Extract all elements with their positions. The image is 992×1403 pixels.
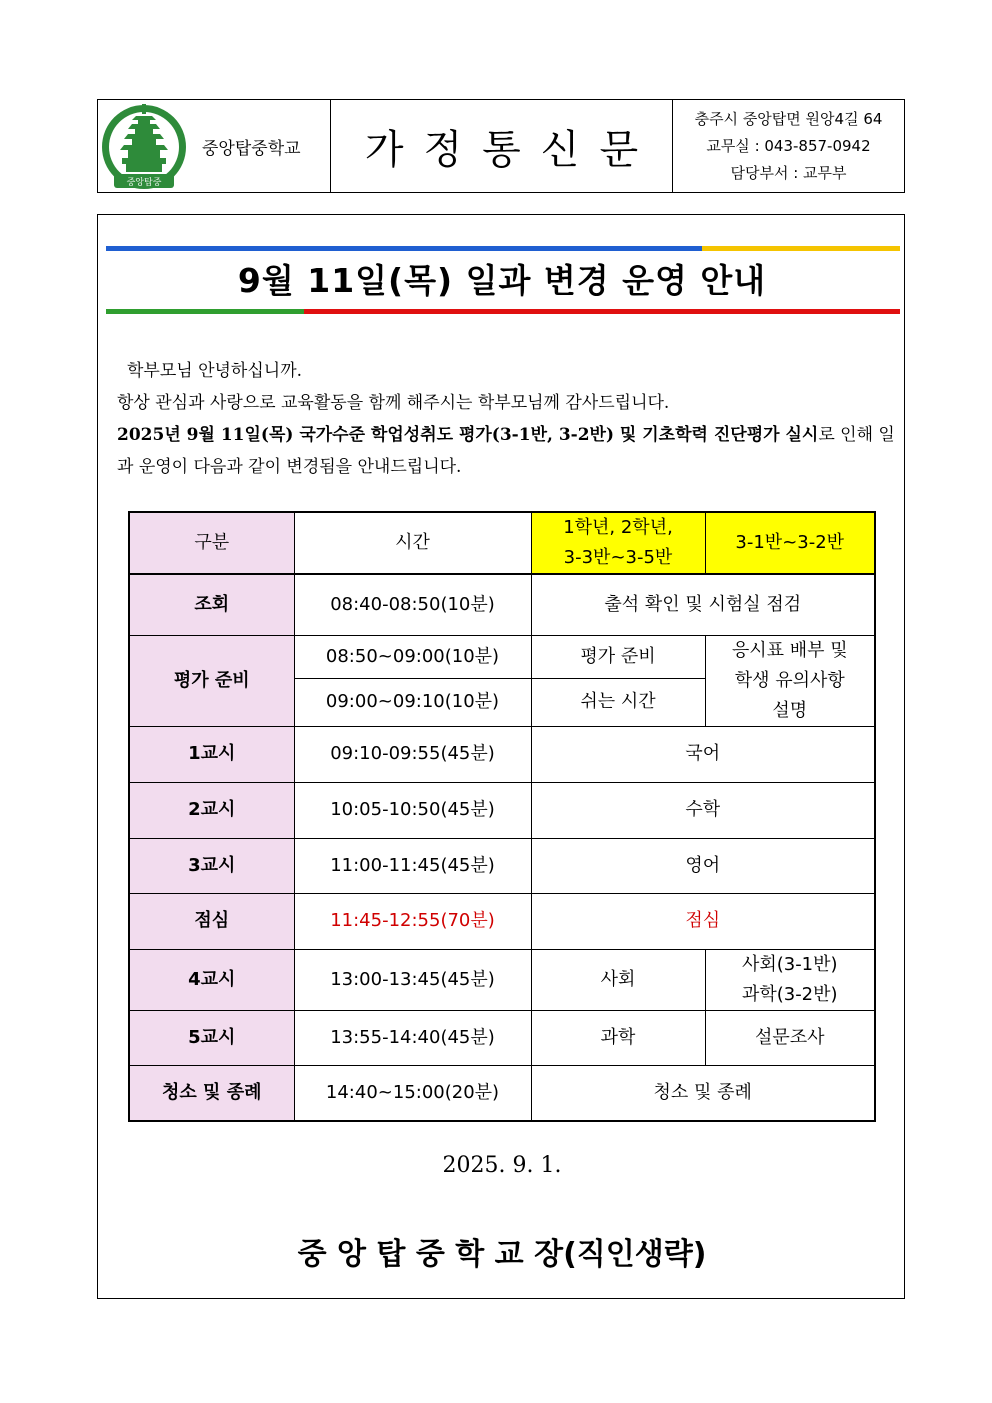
intro-greeting: 학부모님 안녕하십니까. (127, 361, 303, 381)
intro-thanks: 항상 관심과 사랑으로 교육활동을 함께 해주시는 학부모님께 감사드립니다. (117, 393, 670, 413)
row-activity: 청소 및 종례 (531, 1065, 875, 1121)
row-label: 청소 및 종례 (129, 1065, 294, 1121)
intro-text (117, 355, 897, 483)
table-row (129, 893, 875, 949)
header-group-a-line1: 1학년, 2학년, (563, 517, 673, 538)
row-time: 14:40~15:00(20분) (294, 1065, 531, 1121)
p4-b-line1: 사회(3-1반) (741, 953, 838, 975)
header-group-b: 3-1반~3-2반 (705, 512, 875, 574)
table-row (129, 635, 875, 679)
row-label: 5교시 (129, 1010, 294, 1065)
row-activity: 출석 확인 및 시험실 점검 (531, 574, 875, 635)
school-address: 충주시 중앙탑면 원앙4길 64 (694, 109, 883, 128)
row-subject-a: 사회 (531, 949, 705, 1010)
school-logo (100, 102, 188, 190)
table-header-row (129, 512, 875, 574)
header-category: 구분 (129, 512, 294, 574)
row-time: 08:50~09:00(10분) (294, 635, 531, 679)
row-label: 2교시 (129, 782, 294, 838)
row-time: 11:45-12:55(70분) (294, 893, 531, 949)
table-row (129, 949, 875, 1010)
newsletter-header (97, 99, 905, 193)
notice-date: 2025. 9. 1. (442, 1153, 562, 1178)
row-activity-b (705, 635, 875, 726)
header-group-a-line2: 3-3반~3-5반 (563, 547, 673, 568)
row-subject: 영어 (531, 838, 875, 893)
bottom-bar-green (106, 309, 304, 314)
row-label: 평가 준비 (129, 635, 294, 726)
row-time: 08:40-08:50(10분) (294, 574, 531, 635)
table-row (129, 726, 875, 782)
prep-b-line2: 학생 유의사항 (734, 669, 845, 691)
row-subject-b: 설문조사 (705, 1010, 875, 1065)
table-row (129, 782, 875, 838)
intro-announcement-bold: 2025년 9월 11일(목) 국가수준 학업성취도 평가(3-1반, 3-2반) 및 기초학력 진단평가 실시 (117, 425, 819, 445)
row-subject: 국어 (531, 726, 875, 782)
table-row (129, 1065, 875, 1121)
row-time: 11:00-11:45(45분) (294, 838, 531, 893)
row-time: 09:00~09:10(10분) (294, 679, 531, 726)
row-label: 조회 (129, 574, 294, 635)
row-subject: 수학 (531, 782, 875, 838)
intro-announcement-rest: 로 인해 일과 운영이 다음과 같이 변경됨을 안내드립니다. (117, 425, 895, 477)
header-time: 시간 (294, 512, 531, 574)
row-subject-b (705, 949, 875, 1010)
row-label: 3교시 (129, 838, 294, 893)
schedule-table (128, 511, 876, 1122)
top-bar-yellow (702, 246, 900, 251)
school-department: 담당부서 : 교무부 (730, 163, 847, 182)
prep-b-line3: 설명 (772, 699, 808, 721)
notice-body (97, 214, 905, 1299)
row-time: 10:05-10:50(45분) (294, 782, 531, 838)
header-group-a (531, 512, 705, 574)
intro-announcement (117, 419, 897, 483)
bottom-bar-red (304, 309, 900, 314)
row-time: 13:55-14:40(45분) (294, 1010, 531, 1065)
row-activity: 점심 (531, 893, 875, 949)
table-row (129, 838, 875, 893)
table-row (129, 1010, 875, 1065)
school-contact (673, 100, 904, 192)
row-subject-a: 과학 (531, 1010, 705, 1065)
school-name: 중앙탑중학교 (202, 138, 301, 159)
top-bar-blue (106, 246, 702, 251)
school-identity (98, 100, 331, 192)
row-activity-a: 쉬는 시간 (531, 679, 705, 726)
row-label: 점심 (129, 893, 294, 949)
newsletter-title: 가정통신문 (364, 126, 659, 173)
school-phone: 교무실 : 043-857-0942 (706, 136, 871, 155)
row-time: 09:10-09:55(45분) (294, 726, 531, 782)
row-time: 13:00-13:45(45분) (294, 949, 531, 1010)
newsletter-title-cell (331, 100, 673, 192)
row-label: 1교시 (129, 726, 294, 782)
row-label: 4교시 (129, 949, 294, 1010)
prep-b-line1: 응시표 배부 및 (731, 639, 848, 661)
row-activity-a: 평가 준비 (531, 635, 705, 679)
p4-b-line2: 과학(3-2반) (741, 983, 838, 1005)
table-row (129, 574, 875, 635)
svg-text:중앙탑중: 중앙탑중 (126, 178, 162, 188)
principal-signature: 중 앙 탑 중 학 교 장(직인생략) (297, 1237, 707, 1272)
notice-title: 9월 11일(목) 일과 변경 운영 안내 (237, 261, 767, 300)
